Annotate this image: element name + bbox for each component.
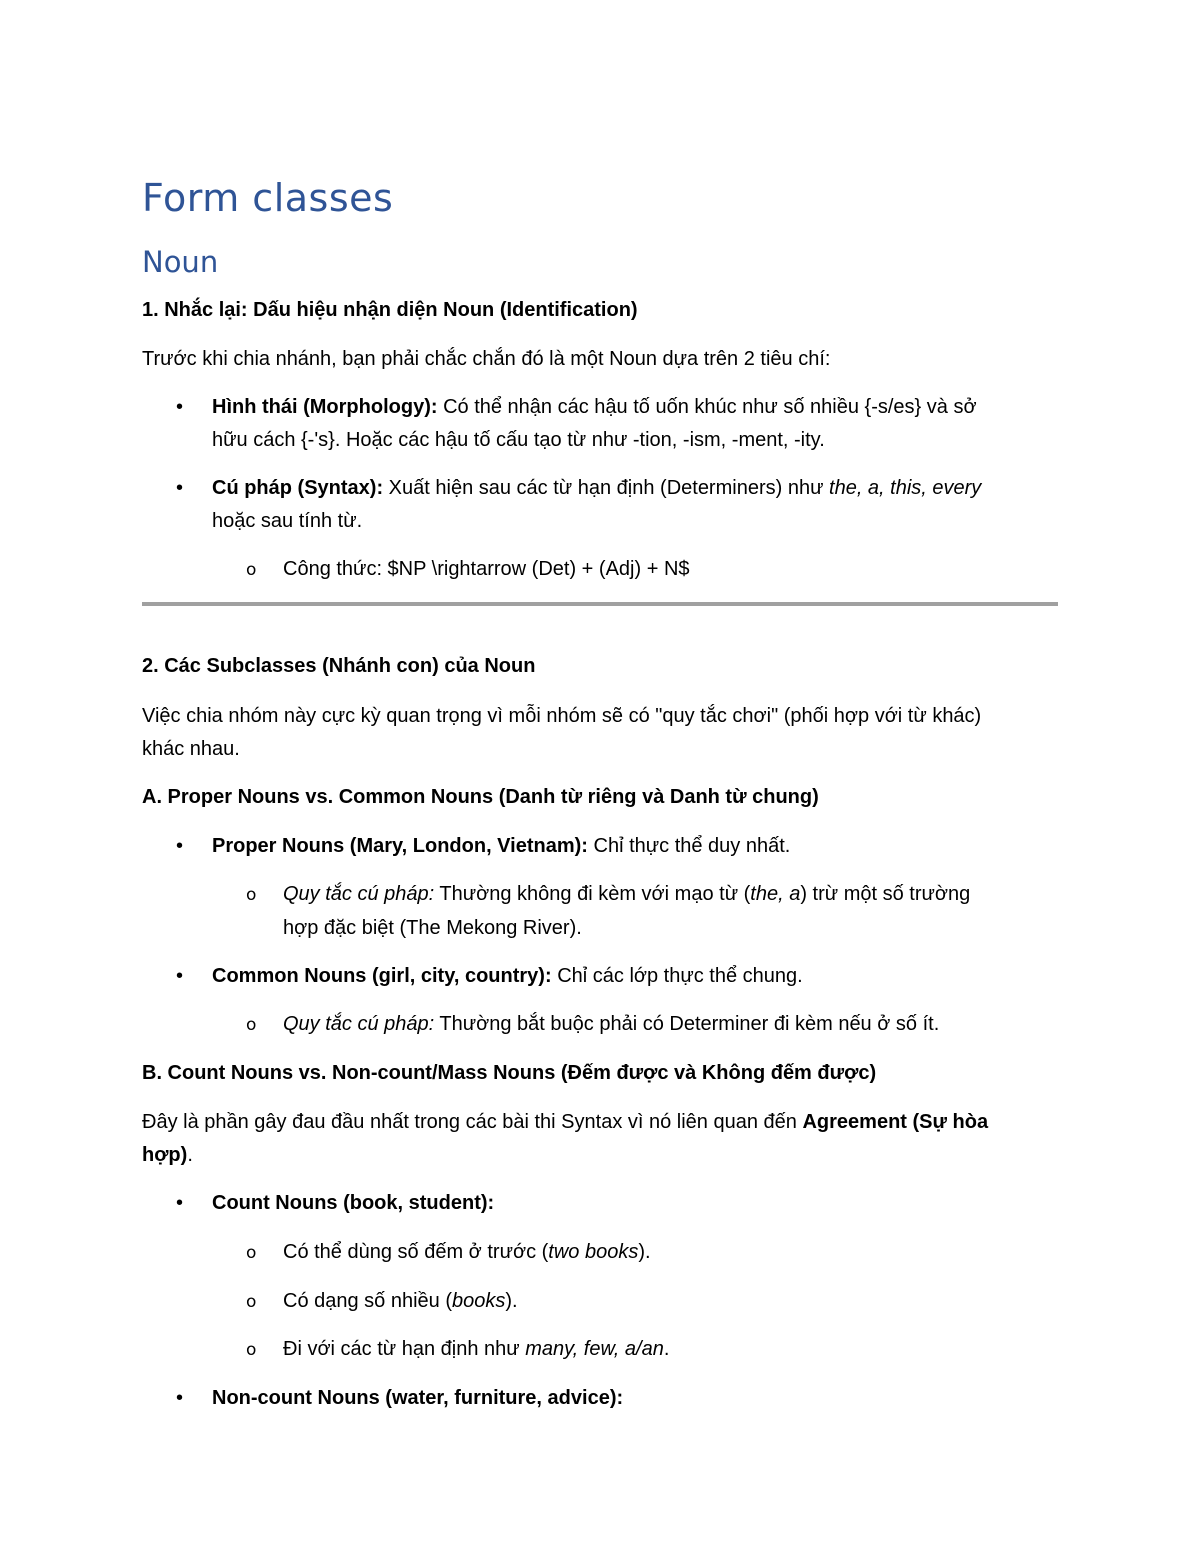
- period: .: [187, 1144, 193, 1166]
- count-rule-3-end: .: [663, 1338, 670, 1360]
- sectionB-heading: B. Count Nouns vs. Non-count/Mass Nouns (Đếm được và Không đếm được): [142, 1062, 877, 1084]
- sub-bullet-icon: o: [246, 560, 257, 580]
- proper-rule-text-end: ) trừ một số trường: [800, 883, 971, 905]
- section-heading-noun: Noun: [142, 245, 219, 279]
- count-rule-1-example: two books: [548, 1241, 639, 1263]
- bullet-icon: •: [176, 477, 184, 499]
- sub-bullet-icon: o: [246, 1292, 257, 1312]
- bullet-icon: •: [176, 1387, 184, 1409]
- count-rule-3-example: many, few, a/an: [525, 1338, 664, 1360]
- morphology-text: Có thể nhận các hậu tố uốn khúc như số nhiều {-s/es} và sở: [437, 396, 977, 418]
- noncount-nouns-label: Non-count Nouns (water, furniture, advice):: [212, 1387, 624, 1409]
- count-rule-1-text: Có thể dùng số đếm ở trước (: [283, 1241, 549, 1263]
- section2-intro-cont: khác nhau.: [142, 738, 240, 760]
- sub-bullet-icon: o: [246, 1243, 257, 1263]
- rule-label: Quy tắc cú pháp:: [283, 1013, 435, 1035]
- rule-label: Quy tắc cú pháp:: [283, 883, 435, 905]
- proper-rule-cont: hợp đặc biệt (The Mekong River).: [283, 917, 582, 939]
- proper-rule: [283, 878, 970, 911]
- count-rule-1: [283, 1236, 651, 1269]
- bullet-icon: •: [176, 396, 184, 418]
- common-nouns-item: [212, 960, 803, 993]
- section1-heading: 1. Nhắc lại: Dấu hiệu nhận diện Noun (Identification): [142, 299, 638, 321]
- bullet-icon: •: [176, 1192, 184, 1214]
- syntax-text: Xuất hiện sau các từ hạn định (Determiners) như: [383, 477, 830, 499]
- syntax-item: [212, 472, 981, 505]
- agreement-term-end: hợp): [142, 1144, 188, 1166]
- count-rule-3: [283, 1333, 669, 1366]
- section2-intro: Việc chia nhóm này cực kỳ quan trọng vì mỗi nhóm sẽ có "quy tắc chơi" (phối hợp với từ khác): [142, 705, 982, 727]
- sub-bullet-icon: o: [246, 1015, 257, 1035]
- count-rule-2: [283, 1285, 518, 1318]
- proper-rule-example: the, a: [750, 883, 801, 905]
- count-nouns-label: Count Nouns (book, student):: [212, 1192, 495, 1214]
- page-title: Form classes: [142, 176, 394, 220]
- sectionB-intro-cont: [142, 1139, 193, 1172]
- proper-rule-text: Thường không đi kèm với mạo từ (: [434, 883, 751, 905]
- horizontal-rule: [142, 602, 1058, 606]
- common-nouns-text: Chỉ các lớp thực thể chung.: [551, 965, 803, 987]
- sub-bullet-icon: o: [246, 885, 257, 905]
- morphology-label: Hình thái (Morphology):: [212, 396, 438, 418]
- sectionB-intro-text: Đây là phần gây đau đầu nhất trong các bài thi Syntax vì nó liên quan đến: [142, 1111, 803, 1133]
- syntax-item-cont: hoặc sau tính từ.: [212, 510, 363, 532]
- proper-nouns-label: Proper Nouns (Mary, London, Vietnam):: [212, 835, 588, 857]
- bullet-icon: •: [176, 835, 184, 857]
- common-nouns-label: Common Nouns (girl, city, country):: [212, 965, 552, 987]
- count-rule-2-text: Có dạng số nhiều (: [283, 1290, 453, 1312]
- section2-heading: 2. Các Subclasses (Nhánh con) của Noun: [142, 655, 536, 677]
- sectionA-heading: A. Proper Nouns vs. Common Nouns (Danh từ riêng và Danh từ chung): [142, 786, 819, 808]
- section1-intro: Trước khi chia nhánh, bạn phải chắc chắn đó là một Noun dựa trên 2 tiêu chí:: [142, 348, 831, 370]
- sectionB-intro: [142, 1106, 988, 1139]
- count-rule-1-end: ).: [638, 1241, 651, 1263]
- formula-item: Công thức: $NP \rightarrow (Det) + (Adj) + N$: [283, 558, 690, 580]
- common-rule: [283, 1008, 939, 1041]
- proper-nouns-text: Chỉ thực thể duy nhất.: [587, 835, 791, 857]
- morphology-item: [212, 391, 977, 424]
- count-rule-2-end: ).: [505, 1290, 518, 1312]
- count-rule-3-text: Đi với các từ hạn định như: [283, 1338, 526, 1360]
- syntax-label: Cú pháp (Syntax):: [212, 477, 384, 499]
- proper-nouns-item: [212, 830, 790, 863]
- bullet-icon: •: [176, 965, 184, 987]
- common-rule-text: Thường bắt buộc phải có Determiner đi kèm nếu ở số ít.: [434, 1013, 940, 1035]
- syntax-examples: the, a, this, every: [829, 477, 982, 499]
- morphology-item-cont: hữu cách {-'s}. Hoặc các hậu tố cấu tạo từ như -tion, -ism, -ment, -ity.: [212, 429, 825, 451]
- agreement-term: Agreement (Sự hòa: [802, 1111, 989, 1133]
- count-rule-2-example: books: [452, 1290, 506, 1312]
- sub-bullet-icon: o: [246, 1340, 257, 1360]
